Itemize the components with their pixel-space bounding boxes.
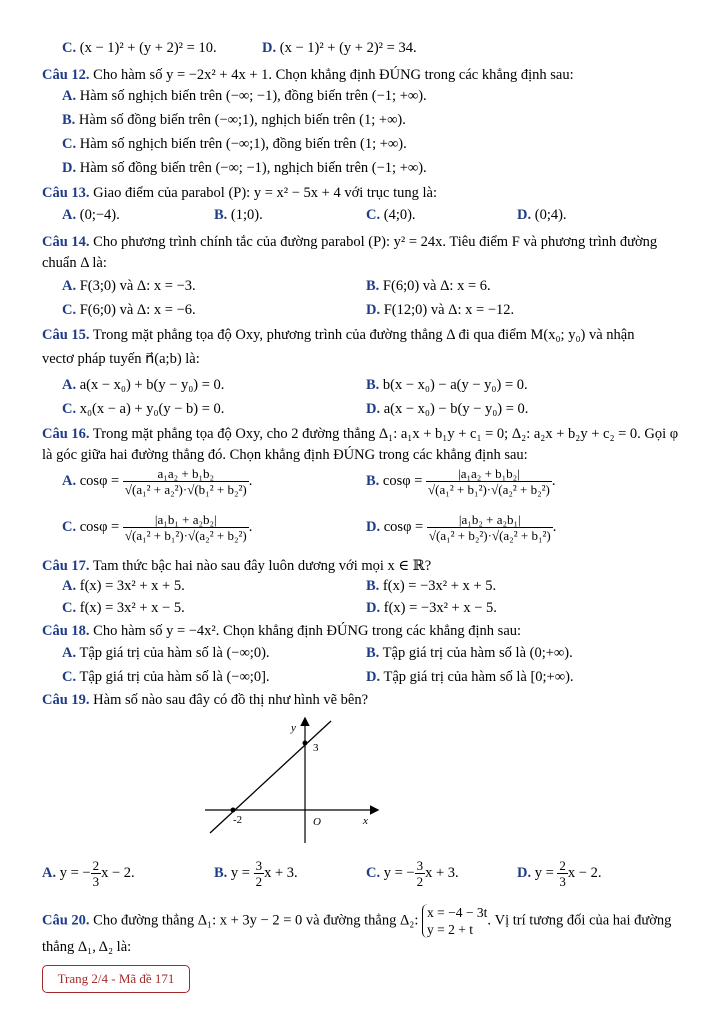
q19-option-a: A. y = − $\frac{2}{3}$ x − 2. (42, 858, 135, 889)
q15-option-d: D. a(x − x₀) − b(y − y₀) = 0. (366, 401, 529, 417)
q12-stem: Câu 12. Cho hàm số y = −2x² + 4x + 1. Chọn khẳng định ĐÚNG trong các khẳng định sau: (42, 67, 574, 83)
q13-option-a: A. (0;−4). (62, 207, 120, 223)
q14-stem-line2: chuẩn Δ là: (42, 255, 107, 271)
q17-option-c: C. f(x) = 3x² + x − 5. (62, 600, 185, 616)
q14-option-d: D. F(12;0) và Δ: x = −12. (366, 302, 515, 318)
q18-option-d: D. Tập giá trị của hàm số là [0;+∞). (366, 669, 574, 685)
q20-stem-line1: Câu 20. Cho đường thẳng Δ₁: x + 3y − 2 = 0 và đường thẳng Δ₂: x = −4 − 3t y = 2 + t . Vị trí tương đối của hai đường (42, 905, 672, 937)
q13-option-c: C. (4;0). (366, 207, 416, 223)
q20-stem-line2: thẳng Δ₁, Δ₂ là: (42, 939, 132, 955)
q18-stem: Câu 18. Cho hàm số y = −4x². Chọn khẳng định ĐÚNG trong các khẳng định sau: (42, 623, 522, 639)
q18-option-b: B. Tập giá trị của hàm số là (0;+∞). (366, 645, 573, 661)
q11-option-c: C. (x − 1)² + (y + 2)² = 10. (62, 40, 217, 56)
q19-line-graph (205, 715, 385, 845)
q12-option-b: B. Hàm số đồng biến trên (−∞;1), nghịch biến trên (1; +∞). (62, 112, 406, 128)
q14-option-a: A. F(3;0) và Δ: x = −3. (62, 278, 196, 294)
q18-option-a: A. Tập giá trị của hàm số là (−∞;0). (62, 645, 270, 661)
x-tick-label: -2 (233, 814, 243, 826)
q16-option-b: B. cosφ = $\frac{\text{|a₁a₂ + b₁b₂|}}{\text{√(a₁² + b₁²)·√(a₂² + b₂²)}}$ . (366, 466, 556, 497)
q13-stem: Câu 13. Giao điểm của parabol (P): y = x² − 5x + 4 với trục tung là: (42, 185, 437, 201)
q15-option-c: C. x₀(x − a) + y₀(y − b) = 0. (62, 401, 225, 417)
q17-stem: Câu 17. Tam thức bậc hai nào sau đây luôn dương với mọi x ∈ ℝ? (42, 558, 432, 574)
x-intercept-point (231, 808, 236, 813)
q16-option-d: D. cosφ = $\frac{\text{|a₁b₂ + a₂b₁|}}{\text{√(a₁² + b₂²)·√(a₂² + b₁²)}}$ . (366, 512, 557, 543)
q12-option-c: C. Hàm số nghịch biến trên (−∞;1), đồng biến trên (1; +∞). (62, 136, 407, 152)
page-footer-badge: Trang 2/4 - Mã đề 171 (42, 965, 190, 993)
q17-option-b: B. f(x) = −3x² + x + 5. (366, 578, 497, 594)
q16-option-a: A. cosφ = $\frac{\text{a₁a₂ + b₁b₂}}{\text{√(a₁² + a₂²)·√(b₁² + b₂²)}}$ . (62, 466, 253, 497)
y-intercept-point (303, 741, 308, 746)
q14-stem-line1: Câu 14. Cho phương trình chính tắc của đường parabol (P): y² = 24x. Tiêu điểm F và phương trình đường (42, 234, 658, 250)
q20-parametric-system: x = −4 − 3t y = 2 + t (422, 904, 487, 938)
q15-option-b: B. b(x − x₀) − a(y − y₀) = 0. (366, 377, 528, 393)
x-axis-label: x (363, 815, 368, 827)
q19-option-b: B. y = $\frac{3}{2}$ x + 3. (214, 858, 298, 889)
q17-option-d: D. f(x) = −3x² + x − 5. (366, 600, 497, 616)
q19-option-c: C. y = − $\frac{3}{2}$ x + 3. (366, 858, 459, 889)
q17-option-a: A. f(x) = 3x² + x + 5. (62, 578, 185, 594)
q15-stem-line1: Câu 15. Trong mặt phẳng tọa độ Oxy, phương trình của đường thẳng Δ đi qua điểm M(x₀; y₀) và nhận (42, 327, 635, 343)
q15-stem-line2: vectơ pháp tuyến n⃗(a;b) là: (42, 351, 200, 367)
y-axis-label: y (291, 722, 296, 734)
q15-option-a: A. a(x − x₀) + b(y − y₀) = 0. (62, 377, 225, 393)
origin-label: O (313, 816, 321, 828)
q12-option-a: A. Hàm số nghịch biến trên (−∞; −1), đồng biến trên (−1; +∞). (62, 88, 427, 104)
q16-option-c: C. cosφ = $\frac{\text{|a₁b₁ + a₂b₂|}}{\text{√(a₁² + b₁²)·√(a₂² + b₂²)}}$ . (62, 512, 253, 543)
q12-option-d: D. Hàm số đồng biến trên (−∞; −1), nghịch biến trên (−1; +∞). (62, 160, 427, 176)
q19-option-d: D. y = $\frac{2}{3}$ x − 2. (517, 858, 602, 889)
q13-option-d: D. (0;4). (517, 207, 567, 223)
q16-stem-line1: Câu 16. Trong mặt phẳng tọa độ Oxy, cho 2 đường thẳng Δ₁: a₁x + b₁y + c₁ = 0; Δ₂: a₂x + b₂y + c₂ = 0. Gọi φ (42, 426, 679, 442)
q18-option-c: C. Tập giá trị của hàm số là (−∞;0]. (62, 669, 270, 685)
q19-stem: Câu 19. Hàm số nào sau đây có đồ thị như hình vẽ bên? (42, 692, 369, 708)
q11-option-d: D. (x − 1)² + (y + 2)² = 34. (262, 40, 417, 56)
y-tick-label: 3 (313, 742, 319, 754)
q13-option-b: B. (1;0). (214, 207, 263, 223)
q14-option-b: B. F(6;0) và Δ: x = 6. (366, 278, 491, 294)
q14-option-c: C. F(6;0) và Δ: x = −6. (62, 302, 196, 318)
q16-stem-line2: là góc giữa hai đường thẳng đó. Chọn khẳng định ĐÚNG trong các khẳng định sau: (42, 447, 528, 463)
